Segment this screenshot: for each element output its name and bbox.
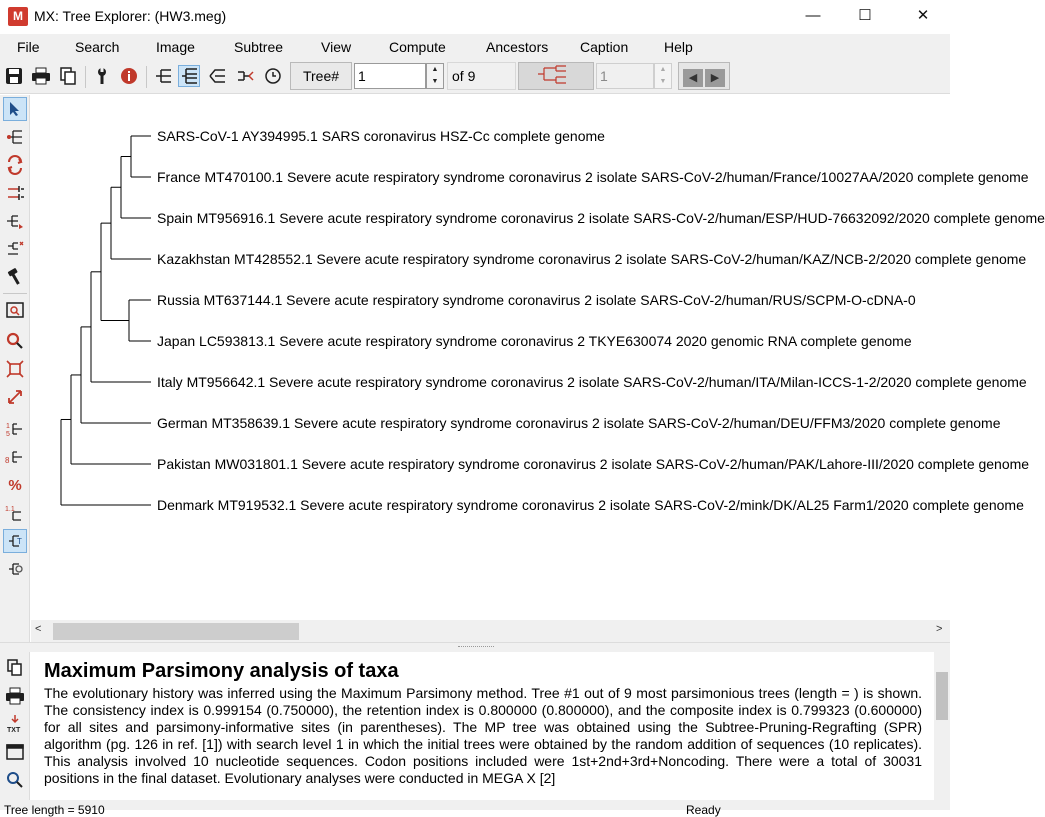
menu-subtree[interactable]: Subtree (234, 39, 284, 55)
panel-splitter[interactable] (0, 642, 950, 652)
minimize-button[interactable]: — (805, 7, 821, 24)
menu-caption[interactable]: Caption (580, 39, 629, 55)
info-icon[interactable] (118, 65, 140, 87)
svg-text:1.1: 1.1 (5, 506, 15, 513)
taxon-label[interactable]: Italy MT956642.1 Severe acute respiratory syndrome coronavirus 2 isolate SARS-CoV-2/human/ITA/Milan-ICCS-1-2/2020 complete genome (157, 374, 1027, 390)
fit-to-window-icon[interactable] (3, 357, 27, 381)
tree-number-input[interactable]: 1 (354, 63, 426, 89)
resize-icon[interactable] (3, 385, 27, 409)
compress-subtree-icon[interactable] (3, 209, 27, 233)
next-tree-icon[interactable]: ▶ (705, 69, 725, 87)
caption-toolbar (0, 652, 30, 810)
taxon-label[interactable]: Russia MT637144.1 Severe acute respiratory syndrome coronavirus 2 isolate SARS-CoV-2/human/RUS/SCPM-O-cDNA-0 (157, 292, 916, 308)
pointer-icon[interactable] (3, 97, 27, 121)
horizontal-scrollbar[interactable] (31, 620, 950, 642)
menu-image[interactable]: Image (156, 39, 195, 55)
root-icon[interactable] (3, 181, 27, 205)
menu-help[interactable]: Help (664, 39, 693, 55)
menu-view[interactable]: View (321, 39, 352, 55)
caption-copy-icon[interactable] (3, 656, 27, 680)
swap-subtree-icon[interactable] (3, 153, 27, 177)
find-icon[interactable] (3, 298, 27, 322)
taxon-label[interactable]: Japan LC593813.1 Severe acute respiratory syndrome coronavirus 2 TKYE630074 2020 genomic RNA complete genome (157, 333, 912, 349)
svg-text:1: 1 (6, 423, 10, 430)
tree-canvas[interactable] (31, 95, 1045, 620)
taxon-label[interactable]: German MT358639.1 Severe acute respiratory syndrome coronavirus 2 isolate SARS-CoV-2/human/DEU/FFM3/2020 complete genome (157, 415, 1001, 431)
clock-icon[interactable] (262, 65, 284, 87)
svg-text:5: 5 (6, 431, 10, 438)
menu-file[interactable]: File (17, 39, 40, 55)
subtree-number-stepper[interactable]: ▲ ▼ (654, 63, 672, 89)
taxon-label[interactable]: Spain MT956916.1 Severe acute respiratory syndrome coronavirus 2 isolate SARS-CoV-2/human/ESP/HUD-76632092/2020 complete genome (157, 210, 1045, 226)
subtree-number-input[interactable]: 1 (596, 63, 654, 89)
flip-subtree-icon[interactable] (3, 125, 27, 149)
node-ids-icon[interactable] (3, 445, 27, 469)
print-icon[interactable] (30, 65, 52, 87)
menu-bar (0, 34, 950, 60)
scrollbar-thumb[interactable] (53, 623, 299, 640)
caption-export-txt-icon[interactable] (3, 712, 27, 736)
taxon-label[interactable]: Pakistan MW031801.1 Severe acute respiratory syndrome coronavirus 2 isolate SARS-CoV-2/human/PAK/Lahore-III/2020 complete genome (157, 456, 1030, 472)
toolbar (0, 60, 950, 94)
tree-slanted-icon[interactable] (178, 65, 200, 87)
caption-panel (31, 652, 934, 800)
tree-number-stepper[interactable]: ▲ ▼ (426, 63, 444, 89)
caption-zoom-icon[interactable] (3, 768, 27, 792)
taxon-label[interactable]: Denmark MT919532.1 Severe acute respiratory syndrome coronavirus 2 isolate SARS-CoV-2/mink/DK/AL25 Farm1/2020 complete genome (157, 497, 1024, 513)
branch-lengths-icon[interactable] (3, 501, 27, 525)
tree-curved-icon[interactable] (206, 65, 228, 87)
wrench-icon[interactable] (91, 65, 113, 87)
status-bar (0, 800, 950, 817)
caption-text: The evolutionary history was inferred using the Maximum Parsimony method. Tree #1 out of 9 most parsimonious trees (length = ) is shown. The consistency index is 0.999154 (0.750000), the retention index is 0.800000 (0.800000), and the composite index is 0.799323 (0.600000) for all sites and parsimony-informative sites (in parentheses). The MP tree was obtained using the Subtree-Pruning-Regrafting (SPR) algorithm (pg. 126 in ref. [1]) with search level 1 in which the initial trees were obtained by the random addition of sequences (10 replicates). This analysis involved 10 nucleotide sequences. Codon positions included were 1st+2nd+3rd+Noncoding. There were a total of 30031 positions in the final dataset. Evolutionary analyses were conducted in MEGA X [2] (44, 685, 922, 786)
menu-compute[interactable]: Compute (389, 39, 446, 55)
previous-tree-icon[interactable]: ◀ (683, 69, 703, 87)
scroll-right-icon[interactable]: > (936, 623, 943, 635)
consensus-tree-button[interactable] (518, 62, 594, 90)
left-toolbar (0, 95, 30, 650)
zoom-icon[interactable] (3, 329, 27, 353)
hammer-icon[interactable] (3, 265, 27, 289)
tree-number-label: Tree# (290, 62, 352, 90)
svg-text:T: T (17, 537, 22, 546)
maximize-button[interactable]: ☐ (858, 7, 872, 24)
status-tree-length: Tree length = 5910 (4, 803, 105, 817)
menu-search[interactable]: Search (75, 39, 120, 55)
taxon-label[interactable]: France MT470100.1 Severe acute respiratory syndrome coronavirus 2 isolate SARS-CoV-2/human/France/10027AA/2020 complete genome (157, 169, 1029, 185)
caption-vertical-scrollbar[interactable] (934, 652, 950, 800)
title-bar (0, 0, 950, 34)
topology-only-icon[interactable] (3, 529, 27, 553)
caption-title: Maximum Parsimony analysis of taxa (44, 660, 399, 682)
caption-window-icon[interactable] (3, 740, 27, 764)
svg-text:TXT: TXT (7, 727, 21, 734)
window-title: MX: Tree Explorer: (HW3.meg) (34, 8, 227, 24)
taxon-label[interactable]: Kazakhstan MT428552.1 Severe acute respiratory syndrome coronavirus 2 isolate SARS-CoV-2/human/KAZ/NCB-2/2020 complete genome (157, 251, 1027, 267)
tree-radial-icon[interactable] (234, 65, 256, 87)
subtree-options-icon[interactable] (3, 237, 27, 261)
app-logo: M (8, 7, 28, 26)
caption-print-icon[interactable] (3, 684, 27, 708)
tree-settings-icon[interactable] (3, 557, 27, 581)
close-button[interactable]: ✕ (916, 7, 930, 24)
caption-scrollbar-thumb[interactable] (936, 672, 948, 720)
svg-text:8: 8 (5, 456, 10, 465)
tree-rectangular-icon[interactable] (152, 65, 174, 87)
save-icon[interactable] (3, 65, 25, 87)
tree-navigation-buttons (678, 62, 730, 90)
percent-icon[interactable]: % (8, 476, 22, 494)
tree-total-label: of 9 (447, 62, 516, 90)
status-ready: Ready (686, 803, 721, 817)
bootstrap-values-icon[interactable] (3, 417, 27, 441)
copy-icon[interactable] (57, 65, 79, 87)
taxon-label[interactable]: SARS-CoV-1 AY394995.1 SARS coronavirus HSZ-Cc complete genome (157, 128, 605, 144)
menu-ancestors[interactable]: Ancestors (486, 39, 549, 55)
scroll-left-icon[interactable]: < (35, 623, 42, 635)
